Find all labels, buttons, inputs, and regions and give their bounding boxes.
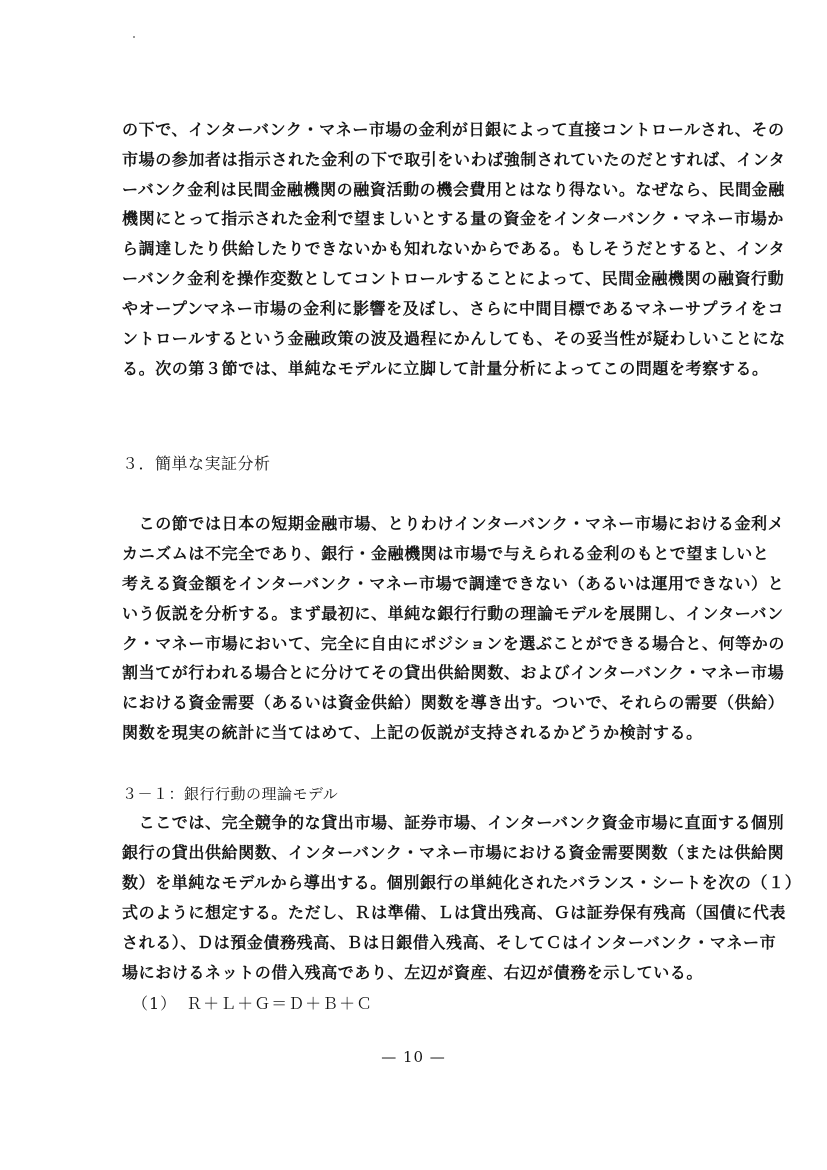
- body-text-line: ク・マネー市場において、完全に自由にポジションを選ぶことができる場合と、何等かの: [122, 634, 785, 653]
- page-number: — 10 —: [381, 1048, 446, 1066]
- body-text-line: この節では日本の短期金融市場、とりわけインターバンク・マネー市場における金利メ: [122, 514, 785, 533]
- subsection-heading: ３－１：銀行行動の理論モデル: [122, 785, 339, 803]
- scan-speck: [133, 36, 135, 38]
- body-text-line: の下で、インターバンク・マネー市場の金利が日銀によって直接コントロールされ、その: [122, 120, 785, 139]
- body-text-line: カニズムは不完全であり、銀行・金融機関は市場で与えられる金利のもとで望ましいと: [122, 544, 770, 563]
- body-text-line: やオープンマネー市場の金利に影響を及ぼし、さらに中間目標であるマネーサプライをコ: [122, 299, 785, 318]
- body-text-line: 機関にとって指示された金利で望ましいとする量の資金をインターバンク・マネー市場か: [122, 209, 784, 228]
- body-text-line: における資金需要（あるいは資金供給）関数を導き出す。ついで、それらの需要（供給）: [122, 693, 785, 712]
- body-text-line: 数）を単純なモデルから導出する。個別銀行の単純化されたバランス・シートを次の（１）: [122, 873, 802, 892]
- body-text-line: ーバンク金利は民間金融機関の融資活動の機会費用とはなり得ない。なぜなら、民間金融: [122, 180, 785, 199]
- body-text-line: ーバンク金利を操作変数としてコントロールすることによって、民間金融機関の融資行動: [122, 269, 785, 288]
- body-text-line: 市場の参加者は指示された金利の下で取引をいわば強制されていたのだとすれば、インタ: [122, 150, 786, 169]
- body-text-line: 関数を現実の統計に当てはめて、上記の仮説が支持されるかどうか検討する。: [122, 723, 703, 742]
- equation-1: （1） Ｒ＋Ｌ＋Ｇ＝Ｄ＋Ｂ＋Ｃ: [132, 994, 374, 1013]
- body-text-line: 式のように想定する。ただし、Ｒは準備、Ｌは貸出残高、Ｇは証券保有残高（国債に代表: [122, 903, 787, 922]
- body-text-line: ントロールするという金融政策の波及過程にかんしても、その妥当性が疑わしいことにな: [122, 329, 786, 348]
- section-heading: ３．簡単な実証分析: [122, 454, 271, 473]
- body-text-line: 考える資金額をインターバンク・マネー市場で調達できない（あるいは運用できない）と: [122, 574, 785, 593]
- body-text-line: される）、Ｄは預金債務残高、Ｂは日銀借入残高、そしてＣはインターバンク・マネー市: [122, 933, 777, 952]
- body-text-line: 場におけるネットの借入残高であり、左辺が資産、右辺が債務を示している。: [122, 963, 704, 982]
- body-text-line: いう仮説を分析する。まず最初に、単純な銀行行動の理論モデルを展開し、インターバン: [122, 604, 784, 623]
- body-text-line: ここでは、完全競争的な貸出市場、証券市場、インターバンク資金市場に直面する個別: [122, 813, 785, 832]
- body-text-line: ら調達したり供給したりできないかも知れないからである。もしそうだとすると、インタ: [122, 239, 786, 258]
- body-text-line: 銀行の貸出供給関数、インターバンク・マネー市場における資金需要関数（または供給関: [122, 843, 785, 862]
- body-text-line: る。次の第３節では、単純なモデルに立脚して計量分析によってこの問題を考察する。: [122, 359, 769, 378]
- body-text-line: 割当てが行われる場合とに分けてその貸出供給関数、およびインターバンク・マネー市場: [122, 663, 785, 682]
